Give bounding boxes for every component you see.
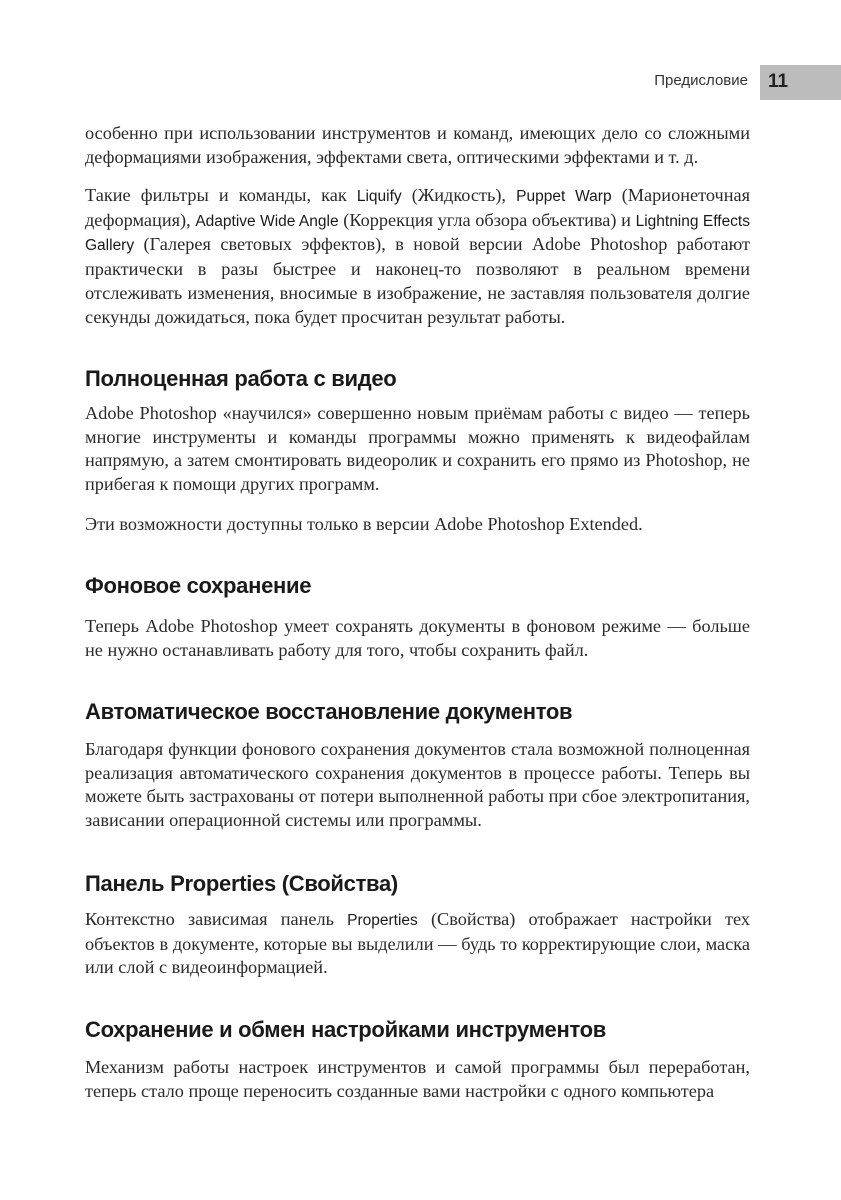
term-properties: Properties — [347, 912, 418, 929]
paragraph: Теперь Adobe Photoshop умеет сохранять документы в фоновом режиме — больше не нужно останавливать работу для того, чтобы сохранить файл. — [85, 616, 750, 660]
section-heading — [85, 871, 750, 897]
text: (Свойства) отображает настройки тех объектов в документе, которые вы выделили — будь то корректирующие слои, маска или слой с видеоинформацией. — [85, 909, 750, 978]
paragraph: Эти возможности доступны только в версии Adobe Photoshop Extended. — [85, 514, 643, 534]
term-liquify: Liquify — [356, 188, 402, 205]
text: Такие фильтры и команды, как — [85, 185, 357, 205]
text: (Свойства) — [275, 871, 398, 896]
term-properties: Properties — [170, 871, 276, 896]
paragraph: особенно при использовании инструментов и команд, имеющих дело со сложными деформациями изображения, эффектами света, оптическими эффектами и т. д. — [85, 123, 750, 167]
page-number: 11 — [768, 71, 789, 92]
section-heading: Полноценная работа с видео — [85, 366, 397, 391]
paragraph — [85, 908, 750, 980]
text: Панель — [85, 871, 171, 896]
paragraph: Adobe Photoshop «научился» совершенно новым приёмам работы с видео — теперь многие инструменты и команды программы можно применять к видеофайлам напрямую, а затем смонтировать видеоролик и сохранить его прямо из Photoshop, не прибегая к помощи других программ. — [85, 403, 750, 495]
text: Контекстно зависимая панель — [85, 909, 348, 929]
text: (Жидкость), — [401, 185, 517, 205]
text: (Коррекция угла обзора объектива) и — [338, 209, 636, 230]
text: (Марионеточная деформация), — [85, 185, 751, 230]
term-lightning-effects-gallery: Lightning Effects Gallery — [85, 212, 750, 255]
section-heading: Фоновое сохранение — [85, 573, 312, 598]
paragraph — [85, 184, 750, 329]
section-title: Предисловие — [654, 72, 748, 89]
term-adaptive-wide-angle: Adaptive Wide Angle — [195, 212, 339, 230]
text: (Галерея световых эффектов), в новой версии Adobe Photoshop работают практически в разы быстрее и наконец-то позволяют в реальном времени отслеживать изменения, вносимые в изображение, не заставляя пользователя долгие секунды дожидаться, пока будет просчитан результат работы. — [85, 234, 750, 327]
term-puppet-warp: Puppet Warp — [516, 188, 612, 205]
paragraph: Благодаря функции фонового сохранения документов стала возможной полноценная реализация автоматического сохранения документов в процессе работы. Теперь вы можете быть застрахованы от потери выполненной работы при сбое электропитания, зависании операционной системы или программы. — [85, 739, 750, 831]
section-heading: Автоматическое восстановление документов — [85, 699, 573, 724]
page-number-tab — [760, 65, 841, 100]
section-heading: Сохранение и обмен настройками инструментов — [85, 1017, 607, 1042]
paragraph: Механизм работы настроек инструментов и самой программы был переработан, теперь стало проще переносить созданные вами настройки с одного компьютера — [85, 1057, 750, 1101]
